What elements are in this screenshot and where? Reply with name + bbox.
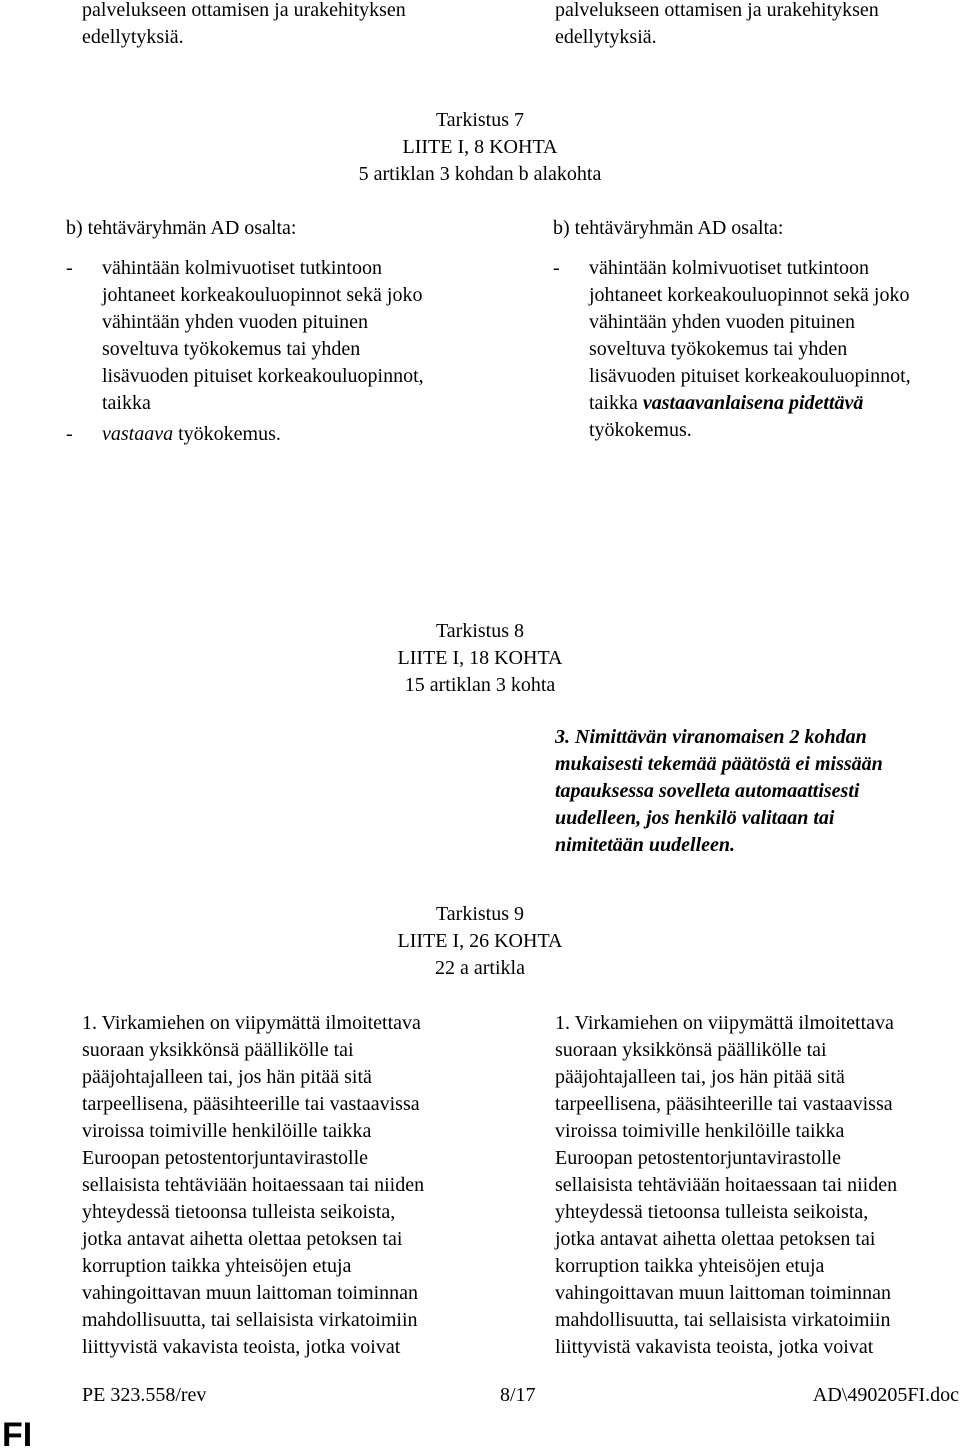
list-item: - vähintään kolmivuotiset tutkintoon johtaneet korkeakouluopinnot sekä joko vähintään yhden vuoden pituinen soveltuva työkokemus tai yhden lisävuoden pituiset korkeakouluopinnot, taikka [66, 257, 424, 414]
top-right-text: palvelukseen ottamisen ja urakehityksen edellytyksiä. [555, 0, 879, 48]
amendment-8-heading: Tarkistus 8 LIITE I, 18 KOHTA 15 artiklan 3 kohta [397, 620, 563, 696]
amendment-7-original-text: b) tehtäväryhmän AD osalta: - vähintään kolmivuotiset tutkintoon johtaneet korkeakouluopinnot sekä joko vähintään yhden vuoden pituinen soveltuva työkokemus tai yhden lisävuoden pituiset korkeakouluopinnot, taikka - vastaava työkokemus. [66, 215, 486, 448]
amendment-8-amended-text: 3. Nimittävän viranomaisen 2 kohdan mukaisesti tekemää päätöstä ei missään tapauksessa sovelleta automaattisesti uudelleen, jos henkilö valitaan tai nimitetään uudelleen. [555, 726, 883, 856]
document-reference: PE 323.558/rev [82, 1384, 207, 1406]
list-item: - vastaava työkokemus. [66, 423, 281, 445]
amendment-9-original-text: 1. Virkamiehen on viipymättä ilmoitettava suoraan yksikkönsä päällikölle tai pääjohtajalleen tai, jos hän pitää sitä tarpeellisena, pääsihteerille tai vastaavissa viroissa toimiville henkilöille taikka Euroopan petostentorjuntavirastolle sellaisista tehtäviään hoitaessaan tai niiden yhteydessä tietoonsa tulleista seikoista, jotka antavat aihetta olettaa petoksen tai korruption taikka yhteisöjen etuja vahingoittavan muun laittoman toiminnan mahdollisuutta, tai sellaisista virkatoimiin liittyvistä vakavista teoista, jotka voivat [82, 1012, 425, 1358]
amendment-9-amended-text: 1. Virkamiehen on viipymättä ilmoitettava suoraan yksikkönsä päällikölle tai pääjohtajalleen tai, jos hän pitää sitä tarpeellisena, pääsihteerille tai vastaavissa viroissa toimiville henkilöille taikka Euroopan petostentorjuntavirastolle sellaisista tehtäviään hoitaessaan tai niiden yhteydessä tietoonsa tulleista seikoista, jotka antavat aihetta olettaa petoksen tai korruption taikka yhteisöjen etuja vahingoittavan muun laittoman toiminnan mahdollisuutta, tai sellaisista virkatoimiin liittyvistä vakavista teoista, jotka voivat [555, 1012, 898, 1358]
language-code: FI [2, 1416, 33, 1454]
amendment-7-heading: Tarkistus 7 LIITE I, 8 KOHTA 5 artiklan 3 kohdan b alakohta [358, 109, 602, 185]
top-left-text: palvelukseen ottamisen ja urakehityksen edellytyksiä. [82, 0, 406, 48]
list-item: - vähintään kolmivuotiset tutkintoon johtaneet korkeakouluopinnot sekä joko vähintään yhden vuoden pituinen soveltuva työkokemus tai yhden lisävuoden pituiset korkeakouluopinnot, taikka vastaavanlaisena pidettävä työkokemus. [553, 257, 911, 441]
document-filename: AD\490205FI.doc [812, 1384, 959, 1406]
amendment-9-heading: Tarkistus 9 LIITE I, 26 KOHTA 22 a artikla [397, 903, 563, 979]
amendment-7-amended-text: b) tehtäväryhmän AD osalta: - vähintään kolmivuotiset tutkintoon johtaneet korkeakouluopinnot sekä joko vähintään yhden vuoden pituinen soveltuva työkokemus tai yhden lisävuoden pituiset korkeakouluopinnot, taikka vastaavanlaisena pidettävä työkokemus. [553, 215, 958, 444]
page-number: 8/17 [500, 1384, 536, 1406]
